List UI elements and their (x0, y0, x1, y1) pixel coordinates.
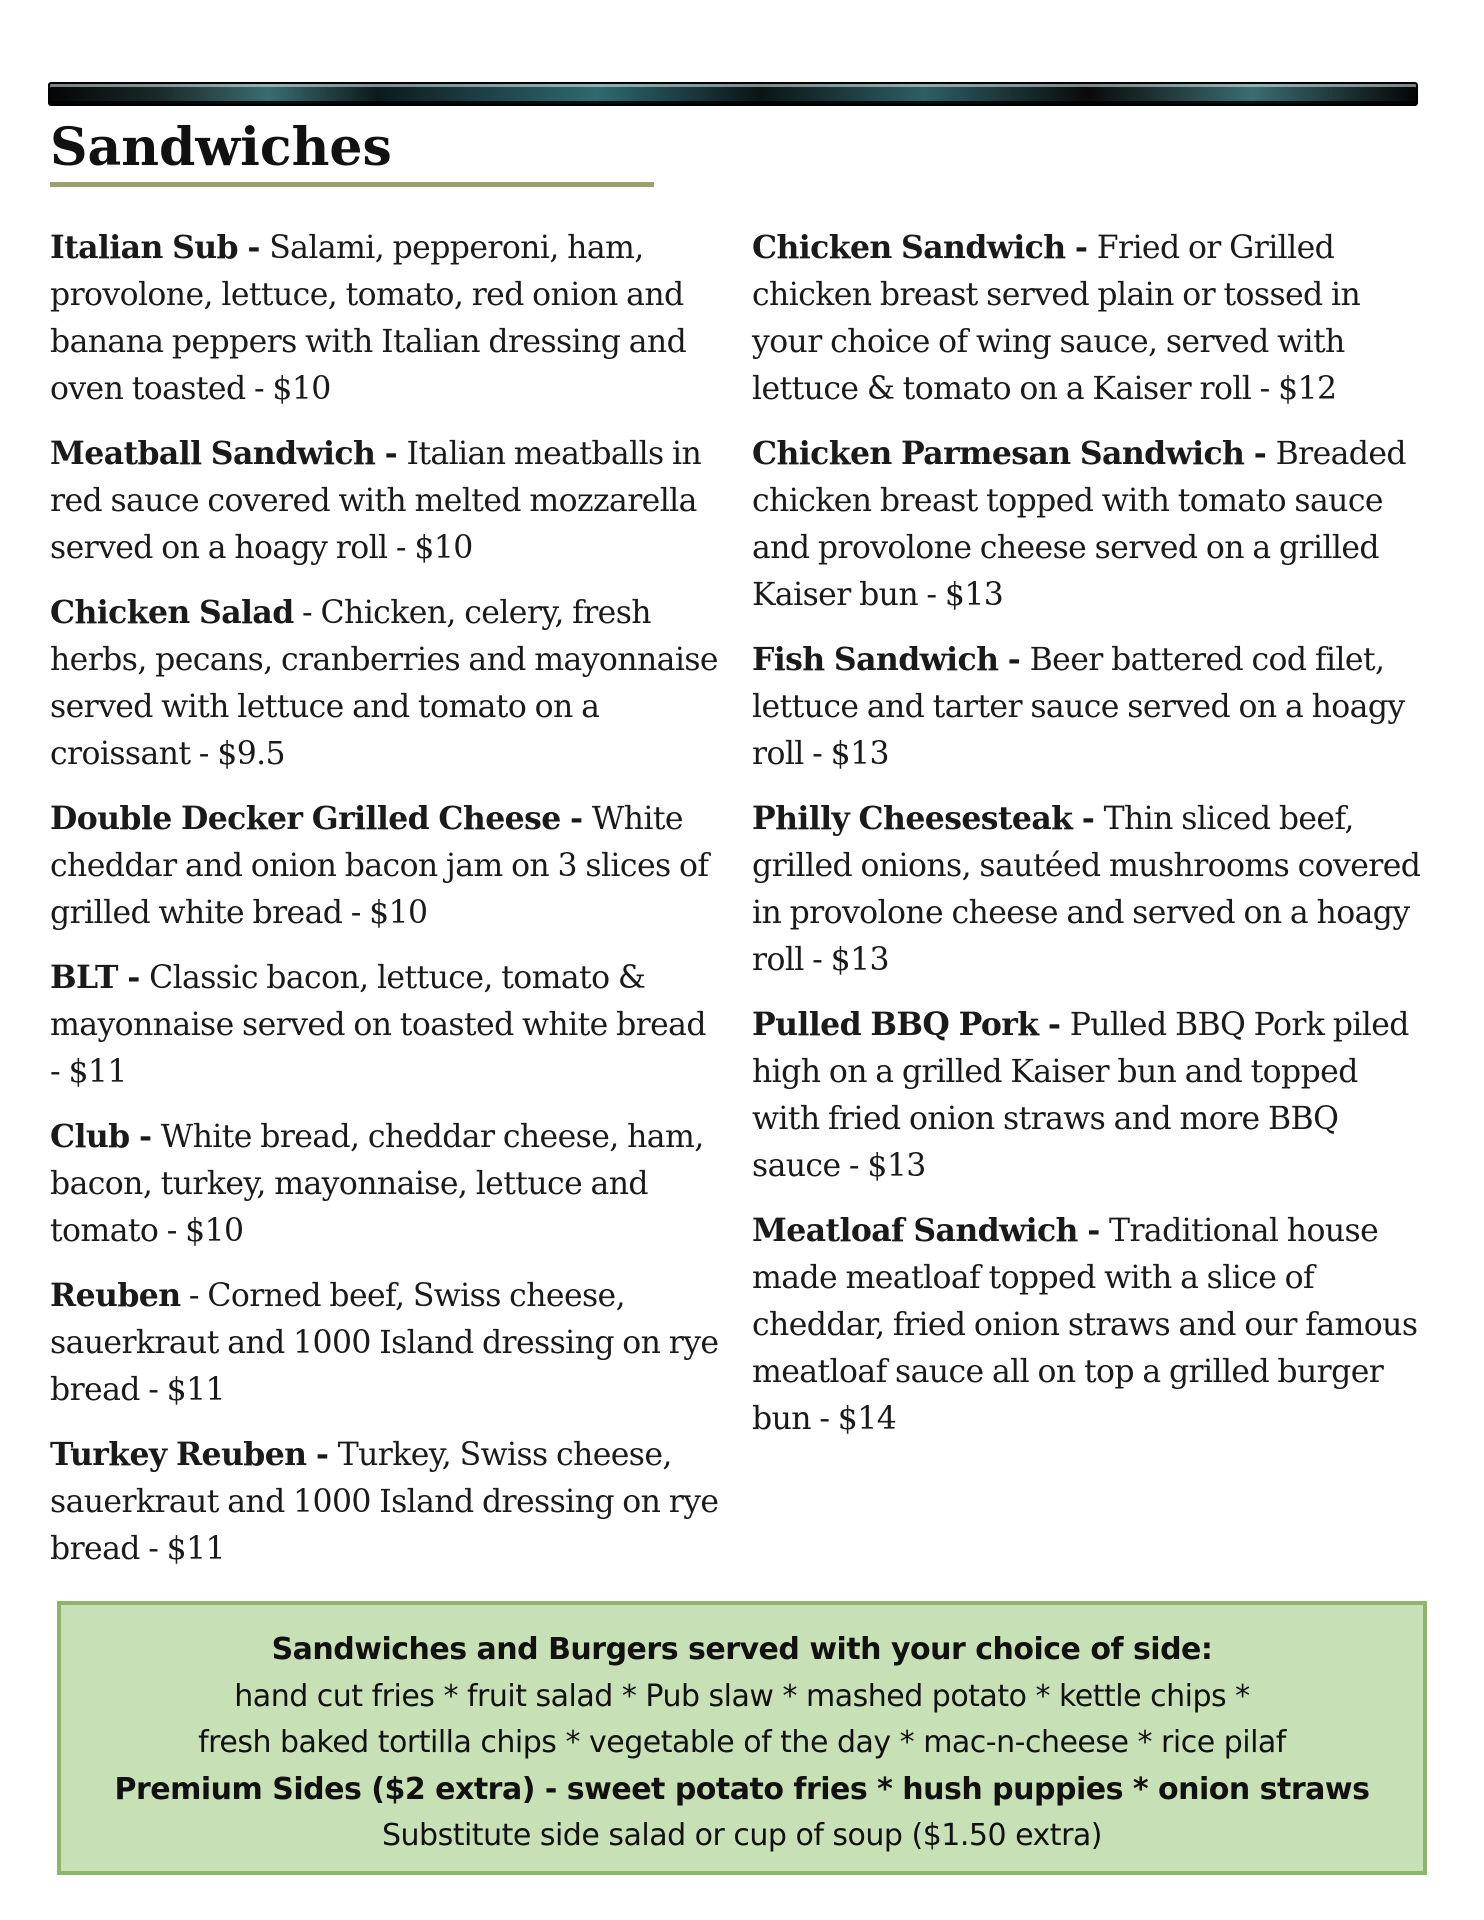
menu-item-name: Fish Sandwich (752, 641, 999, 678)
page-title: Sandwiches (50, 117, 392, 178)
menu-item-name: Italian Sub (50, 229, 238, 266)
menu-item-description: Traditional house made meatloaf topped with a slice of cheddar, fried onion straws and our famous meatloaf sauce all on top a grilled burger bun - $14 (752, 1213, 1418, 1437)
menu-item-name: Club (50, 1118, 130, 1155)
menu-item (50, 224, 722, 413)
menu-item-separator: - (117, 959, 150, 996)
menu-item (752, 795, 1424, 984)
menu-item-separator: - (560, 800, 592, 837)
menu-item-name: Meatloaf Sandwich (752, 1212, 1078, 1249)
menu-item-name: Chicken Parmesan Sandwich (752, 435, 1245, 472)
menu-item-separator: - (1077, 1212, 1110, 1249)
sides-line-2: fresh baked tortilla chips * vegetable of the day * mac-n-cheese * rice pilaf (198, 1725, 1286, 1760)
menu-item (752, 636, 1424, 778)
menu-item-separator: - (306, 1436, 338, 1473)
menu-item-separator: - (375, 435, 407, 472)
menu-item-description: Corned beef, Swiss cheese, sauerkraut and 1000 Island dressing on rye bread - $11 (50, 1278, 719, 1408)
menu-item-description: White cheddar and onion bacon jam on 3 slices of grilled white bread - $10 (50, 801, 709, 931)
title-underline (50, 182, 654, 187)
menu-item-name: Reuben (50, 1277, 181, 1314)
menu-item-name: Turkey Reuben (50, 1436, 307, 1473)
menu-item (752, 1001, 1424, 1190)
menu-item-name: Double Decker Grilled Cheese (50, 800, 561, 837)
menu-item-separator: - (129, 1118, 161, 1155)
menu-item-description: Beer battered cod filet, lettuce and tarter sauce served on a hoagy roll - $13 (752, 642, 1405, 772)
menu-item (50, 954, 722, 1096)
menu-item-description: Italian meatballs in red sauce covered with melted mozzarella served on a hoagy roll - $10 (50, 436, 702, 566)
menu-item-name: Philly Cheesesteak (752, 800, 1073, 837)
menu-item-description: Thin sliced beef, grilled onions, sautéed mushrooms covered in provolone cheese and served on a hoagy roll - $13 (752, 801, 1421, 978)
menu-item (752, 430, 1424, 619)
left-menu-column (50, 224, 722, 1590)
sides-heading: Sandwiches and Burgers served with your choice of side: (271, 1632, 1213, 1667)
menu-item-name: Chicken Sandwich (752, 229, 1066, 266)
menu-item-description: Breaded chicken breast topped with tomato sauce and provolone cheese served on a grilled Kaiser bun - $13 (752, 436, 1406, 613)
menu-item (50, 795, 722, 937)
menu-item-name: BLT (50, 959, 118, 996)
menu-item-separator: - (293, 595, 321, 631)
substitute-sides: Substitute side salad or cup of soup ($1.50 extra) (381, 1818, 1102, 1853)
menu-item-separator: - (1038, 1006, 1070, 1043)
menu-item-separator: - (1065, 229, 1097, 266)
menu-item-separator: - (237, 229, 270, 266)
premium-sides: Premium Sides ($2 extra) - sweet potato fries * hush puppies * onion straws (114, 1771, 1370, 1807)
menu-item (50, 1431, 722, 1573)
sides-info-box (57, 1601, 1427, 1875)
menu-item (50, 1272, 722, 1414)
menu-item (50, 1113, 722, 1255)
menu-item-name: Meatball Sandwich (50, 435, 376, 472)
menu-item (752, 1207, 1424, 1443)
menu-item-description: Pulled BBQ Pork piled high on a grilled Kaiser bun and topped with fried onion straws and more BBQ sauce - $13 (752, 1007, 1409, 1184)
menu-item-description: Fried or Grilled chicken breast served plain or tossed in your choice of wing sauce, served with lettuce & tomato on a Kaiser roll - $12 (752, 230, 1361, 407)
menu-item-description: White bread, cheddar cheese, ham, bacon, turkey, mayonnaise, lettuce and tomato - $10 (50, 1119, 704, 1249)
menu-item-name: Chicken Salad (50, 594, 294, 631)
top-decorative-rule (48, 82, 1418, 106)
menu-item-description: Chicken, celery, fresh herbs, pecans, cranberries and mayonnaise served with lettuce and tomato on a croissant - $9.5 (50, 595, 718, 772)
sides-line-1: hand cut fries * fruit salad * Pub slaw * mashed potato * kettle chips * (234, 1678, 1250, 1714)
menu-item-name: Pulled BBQ Pork (752, 1006, 1039, 1043)
menu-item-description: Turkey, Swiss cheese, sauerkraut and 1000 Island dressing on rye bread - $11 (50, 1437, 719, 1567)
menu-item-separator: - (180, 1278, 208, 1314)
menu-item (50, 430, 722, 572)
menu-item (50, 589, 722, 778)
menu-item (752, 224, 1424, 413)
right-menu-column (752, 224, 1424, 1460)
menu-item-description: Salami, pepperoni, ham, provolone, lettuce, tomato, red onion and banana peppers with Italian dressing and oven toasted - $10 (50, 230, 687, 407)
menu-item-separator: - (1244, 435, 1276, 472)
menu-item-separator: - (1072, 800, 1104, 837)
menu-item-description: Classic bacon, lettuce, tomato & mayonnaise served on toasted white bread - $11 (50, 960, 706, 1090)
menu-item-separator: - (998, 641, 1030, 678)
